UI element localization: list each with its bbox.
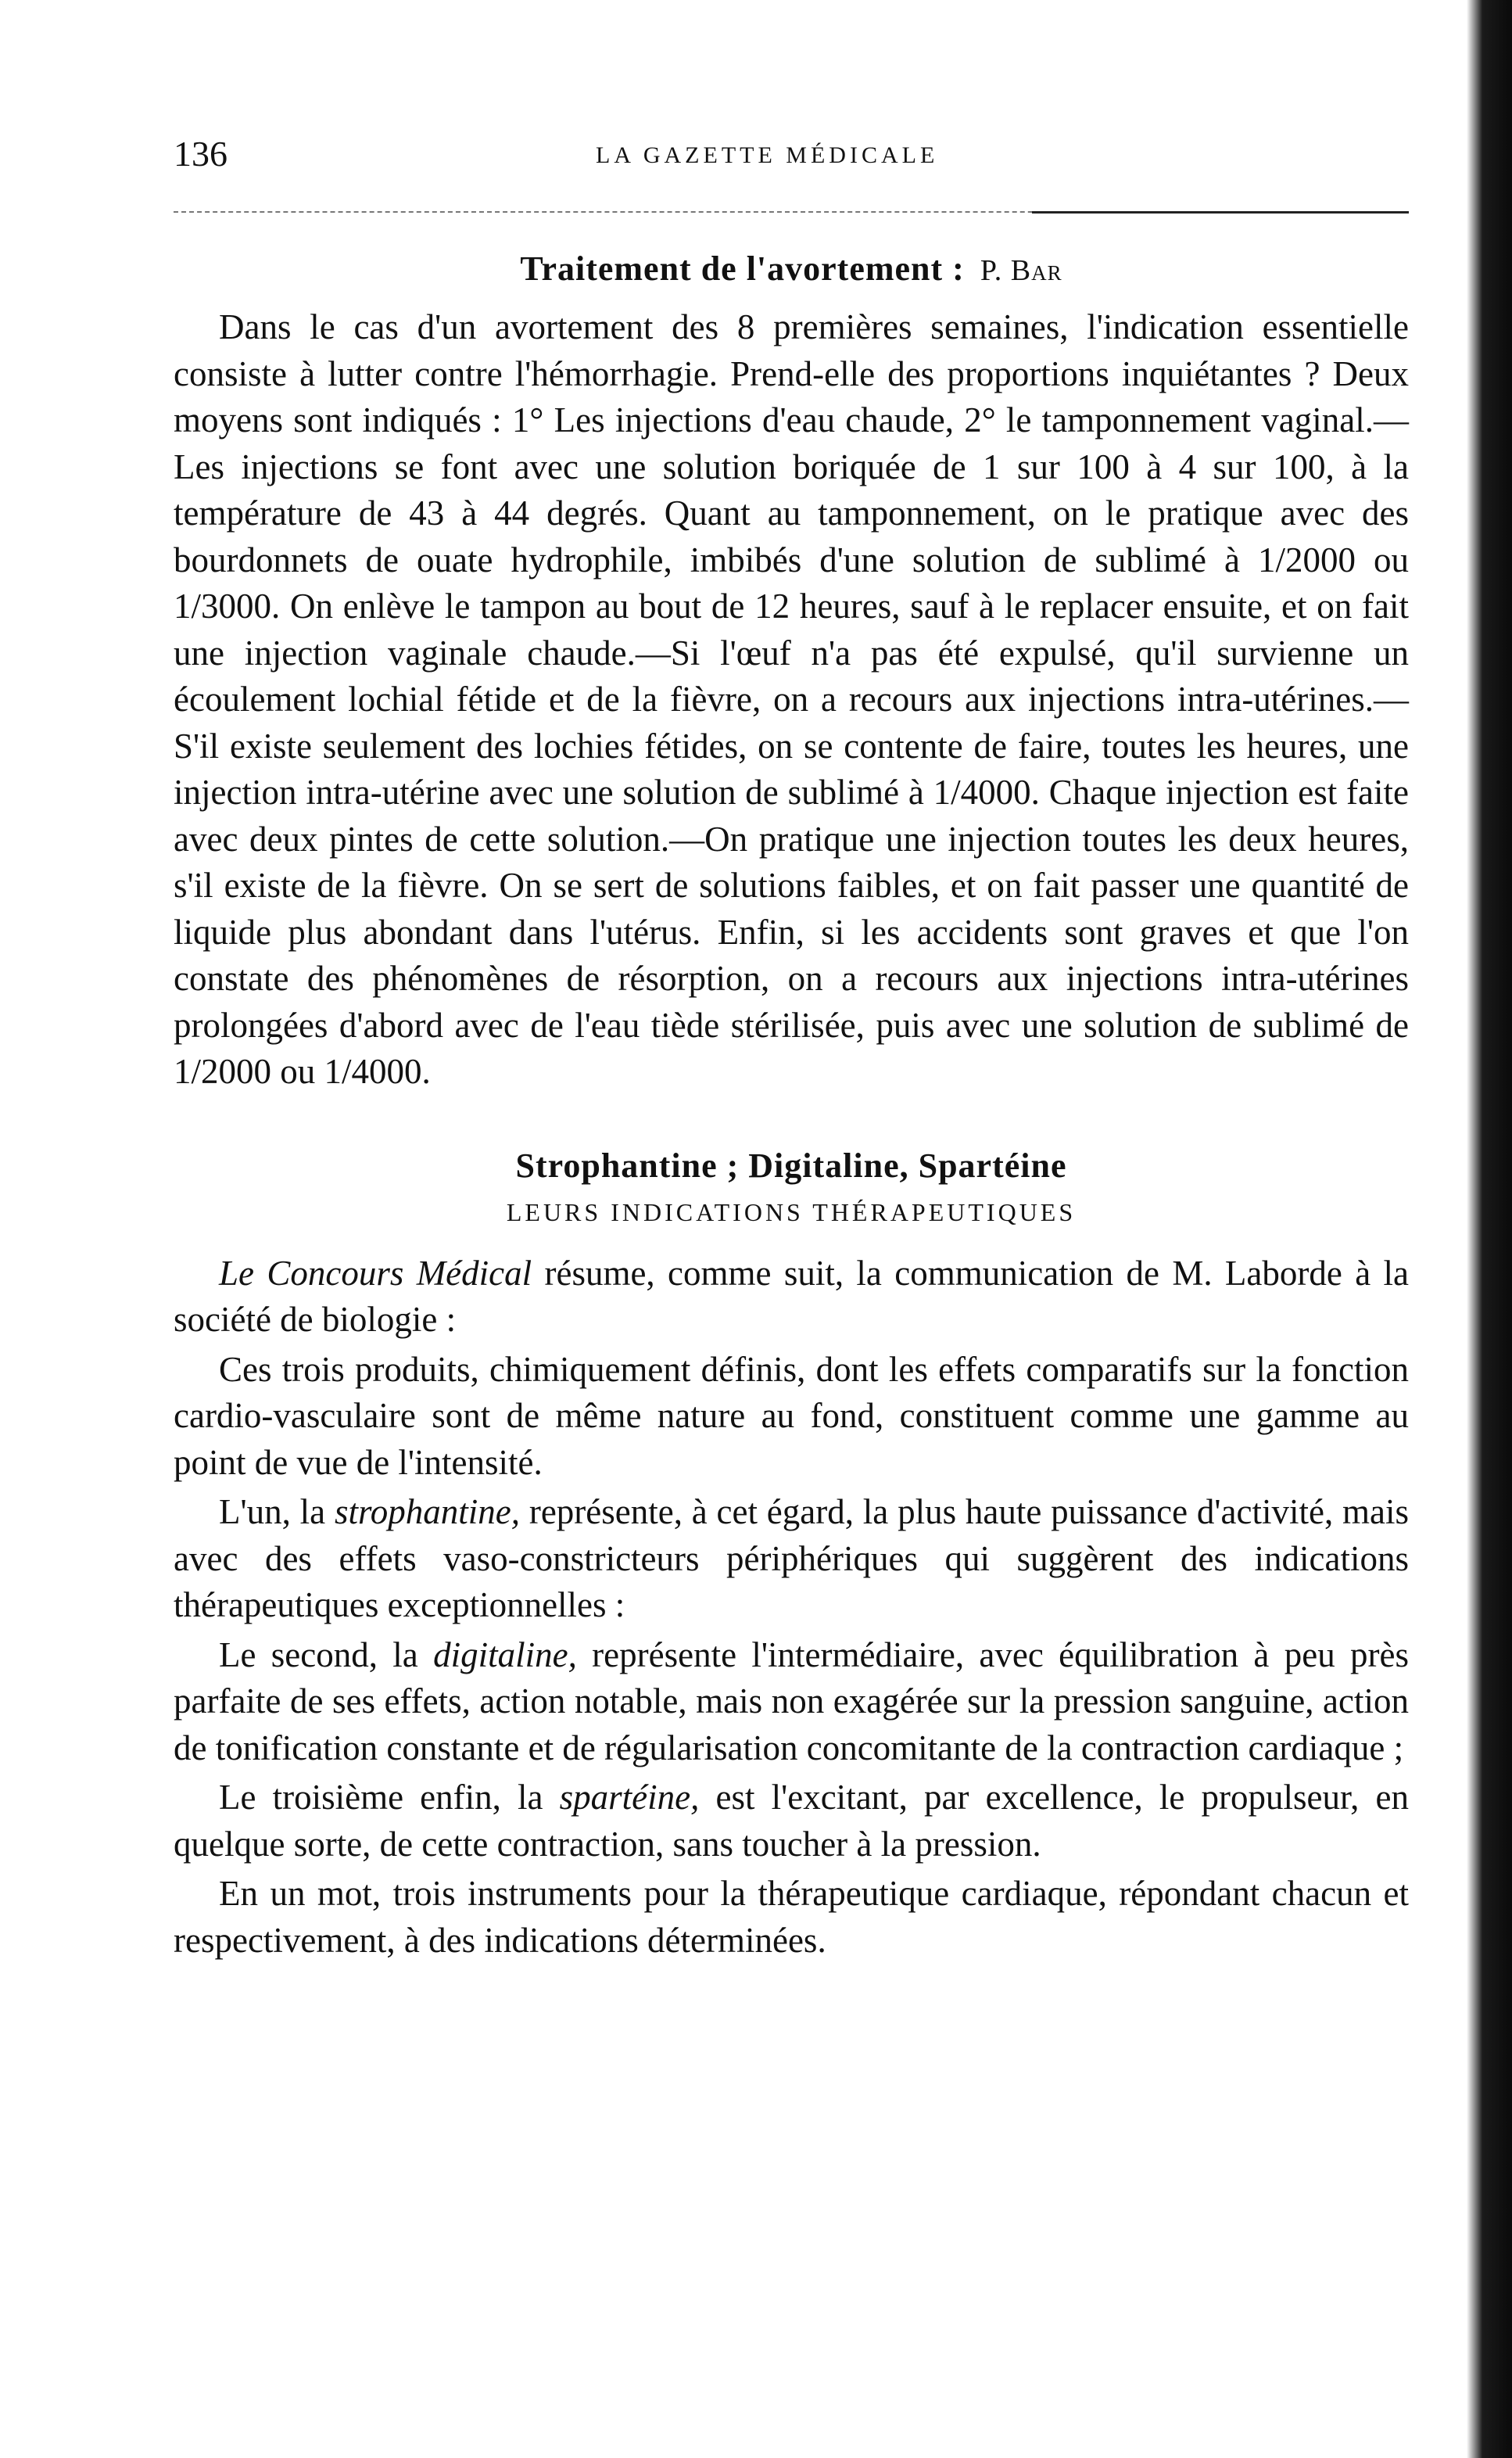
body-paragraph (174, 1251, 1409, 1344)
body-paragraph (174, 1774, 1409, 1868)
drug-term: strophantine, (334, 1492, 521, 1531)
body-paragraph: En un mot, trois instruments pour la thérapeutique cardiaque, répondant chacun et respectivement, à des indications déterminées. (174, 1874, 1409, 1960)
scan-edge-shadow (1467, 0, 1512, 2458)
page-number: 136 (174, 134, 228, 174)
body-paragraph (174, 1632, 1409, 1772)
body-paragraph (174, 1489, 1409, 1629)
paragraph-text: représente l'intermédiaire, avec équilibration à peu près parfaite de ses effets, action notable, mais non exagérée sur la pression sanguine, action de tonification constante et de régularisation concomitante de la contraction cardiaque ; (174, 1634, 1409, 1767)
header-rule-solid (1032, 211, 1409, 214)
paragraph-text: Le second, la (219, 1634, 434, 1674)
paragraph-text: représente, à cet égard, la plus haute puissance d'activité, mais avec des effets vaso-constricteurs périphériques qui suggèrent des indications thérapeutiques exceptionnelles : (174, 1492, 1409, 1624)
paragraph-text: Le troisième enfin, la (219, 1778, 560, 1817)
section-subtitle: LEURS INDICATIONS THÉRAPEUTIQUES (506, 1197, 1077, 1226)
drug-term: digitaline, (433, 1634, 577, 1674)
section-strophantine (174, 1146, 1409, 1965)
page-content (174, 249, 1409, 1967)
running-title: LA GAZETTE MÉDICALE (596, 142, 939, 168)
body-paragraph: Ces trois produits, chimiquement définis, dont les effets comparatifs sur la fonction cardio-vasculaire sont de même nature au fond, constituent comme une gamme au point de vue de l'intensité. (174, 1349, 1409, 1482)
paragraph-text: résume, comme suit, la communication de M. Laborde à la société de biologie : (174, 1253, 1409, 1339)
paragraph-text: est l'excitant, par excellence, le propulseur, en quelque sorte, de cette contraction, sans toucher à la pression. (174, 1778, 1409, 1864)
section-title: Strophantine ; Digitaline, Spartéine (515, 1146, 1067, 1185)
paragraph-text: L'un, la (219, 1492, 335, 1531)
section-title-text: Traitement de l'avortement : (520, 249, 965, 288)
section-title (174, 249, 1409, 289)
journal-title: Le Concours Médical (219, 1253, 532, 1293)
drug-term: spartéine, (559, 1778, 700, 1817)
section-author: P. Bar (980, 254, 1062, 287)
page-header (174, 133, 1409, 180)
body-paragraph: Dans le cas d'un avortement des 8 premières semaines, l'indication essentielle consiste à lutter contre l'hémorrhagie. Prend-elle des proportions inquiétantes ? Deux moyens sont indiqués : 1° Les injections d'eau chaude, 2° le tamponnement vaginal.—Les injections se font avec une solution boriquée de 1 sur 100 à 4 sur 100, à la température de 43 à 44 degrés. Quant au tamponnement, on le pratique avec des bourdonnets de ouate hydrophile, imbibés d'une solution de sublimé à 1/2000 ou 1/3000. On enlève le tampon au bout de 12 heures, sauf à le replacer ensuite, et on fait une injection vaginale chaude.—Si l'œuf n'a pas été expulsé, qu'il survienne un écoulement lochial fétide et de la fièvre, on a recours aux injections intra-utérines.—S'il existe seulement des lochies fétides, on se contente de faire, toutes les heures, une injection intra-utérine avec une solution de sublimé à 1/4000. Chaque injection est faite avec deux pintes de cette solution.—On pratique une injection toutes les deux heures, s'il existe de la fièvre. On se sert de solutions faibles, et on fait passer une quantité de liquide plus abondant dans l'utérus. Enfin, si les accidents sont graves et que l'on constate des phénomènes de résorption, on a recours aux injections intra-utérines prolongées d'abord avec de l'eau tiède stérilisée, puis avec une solution de sublimé de 1/2000 ou 1/4000. (174, 307, 1409, 1091)
section-avortement (174, 249, 1409, 1096)
